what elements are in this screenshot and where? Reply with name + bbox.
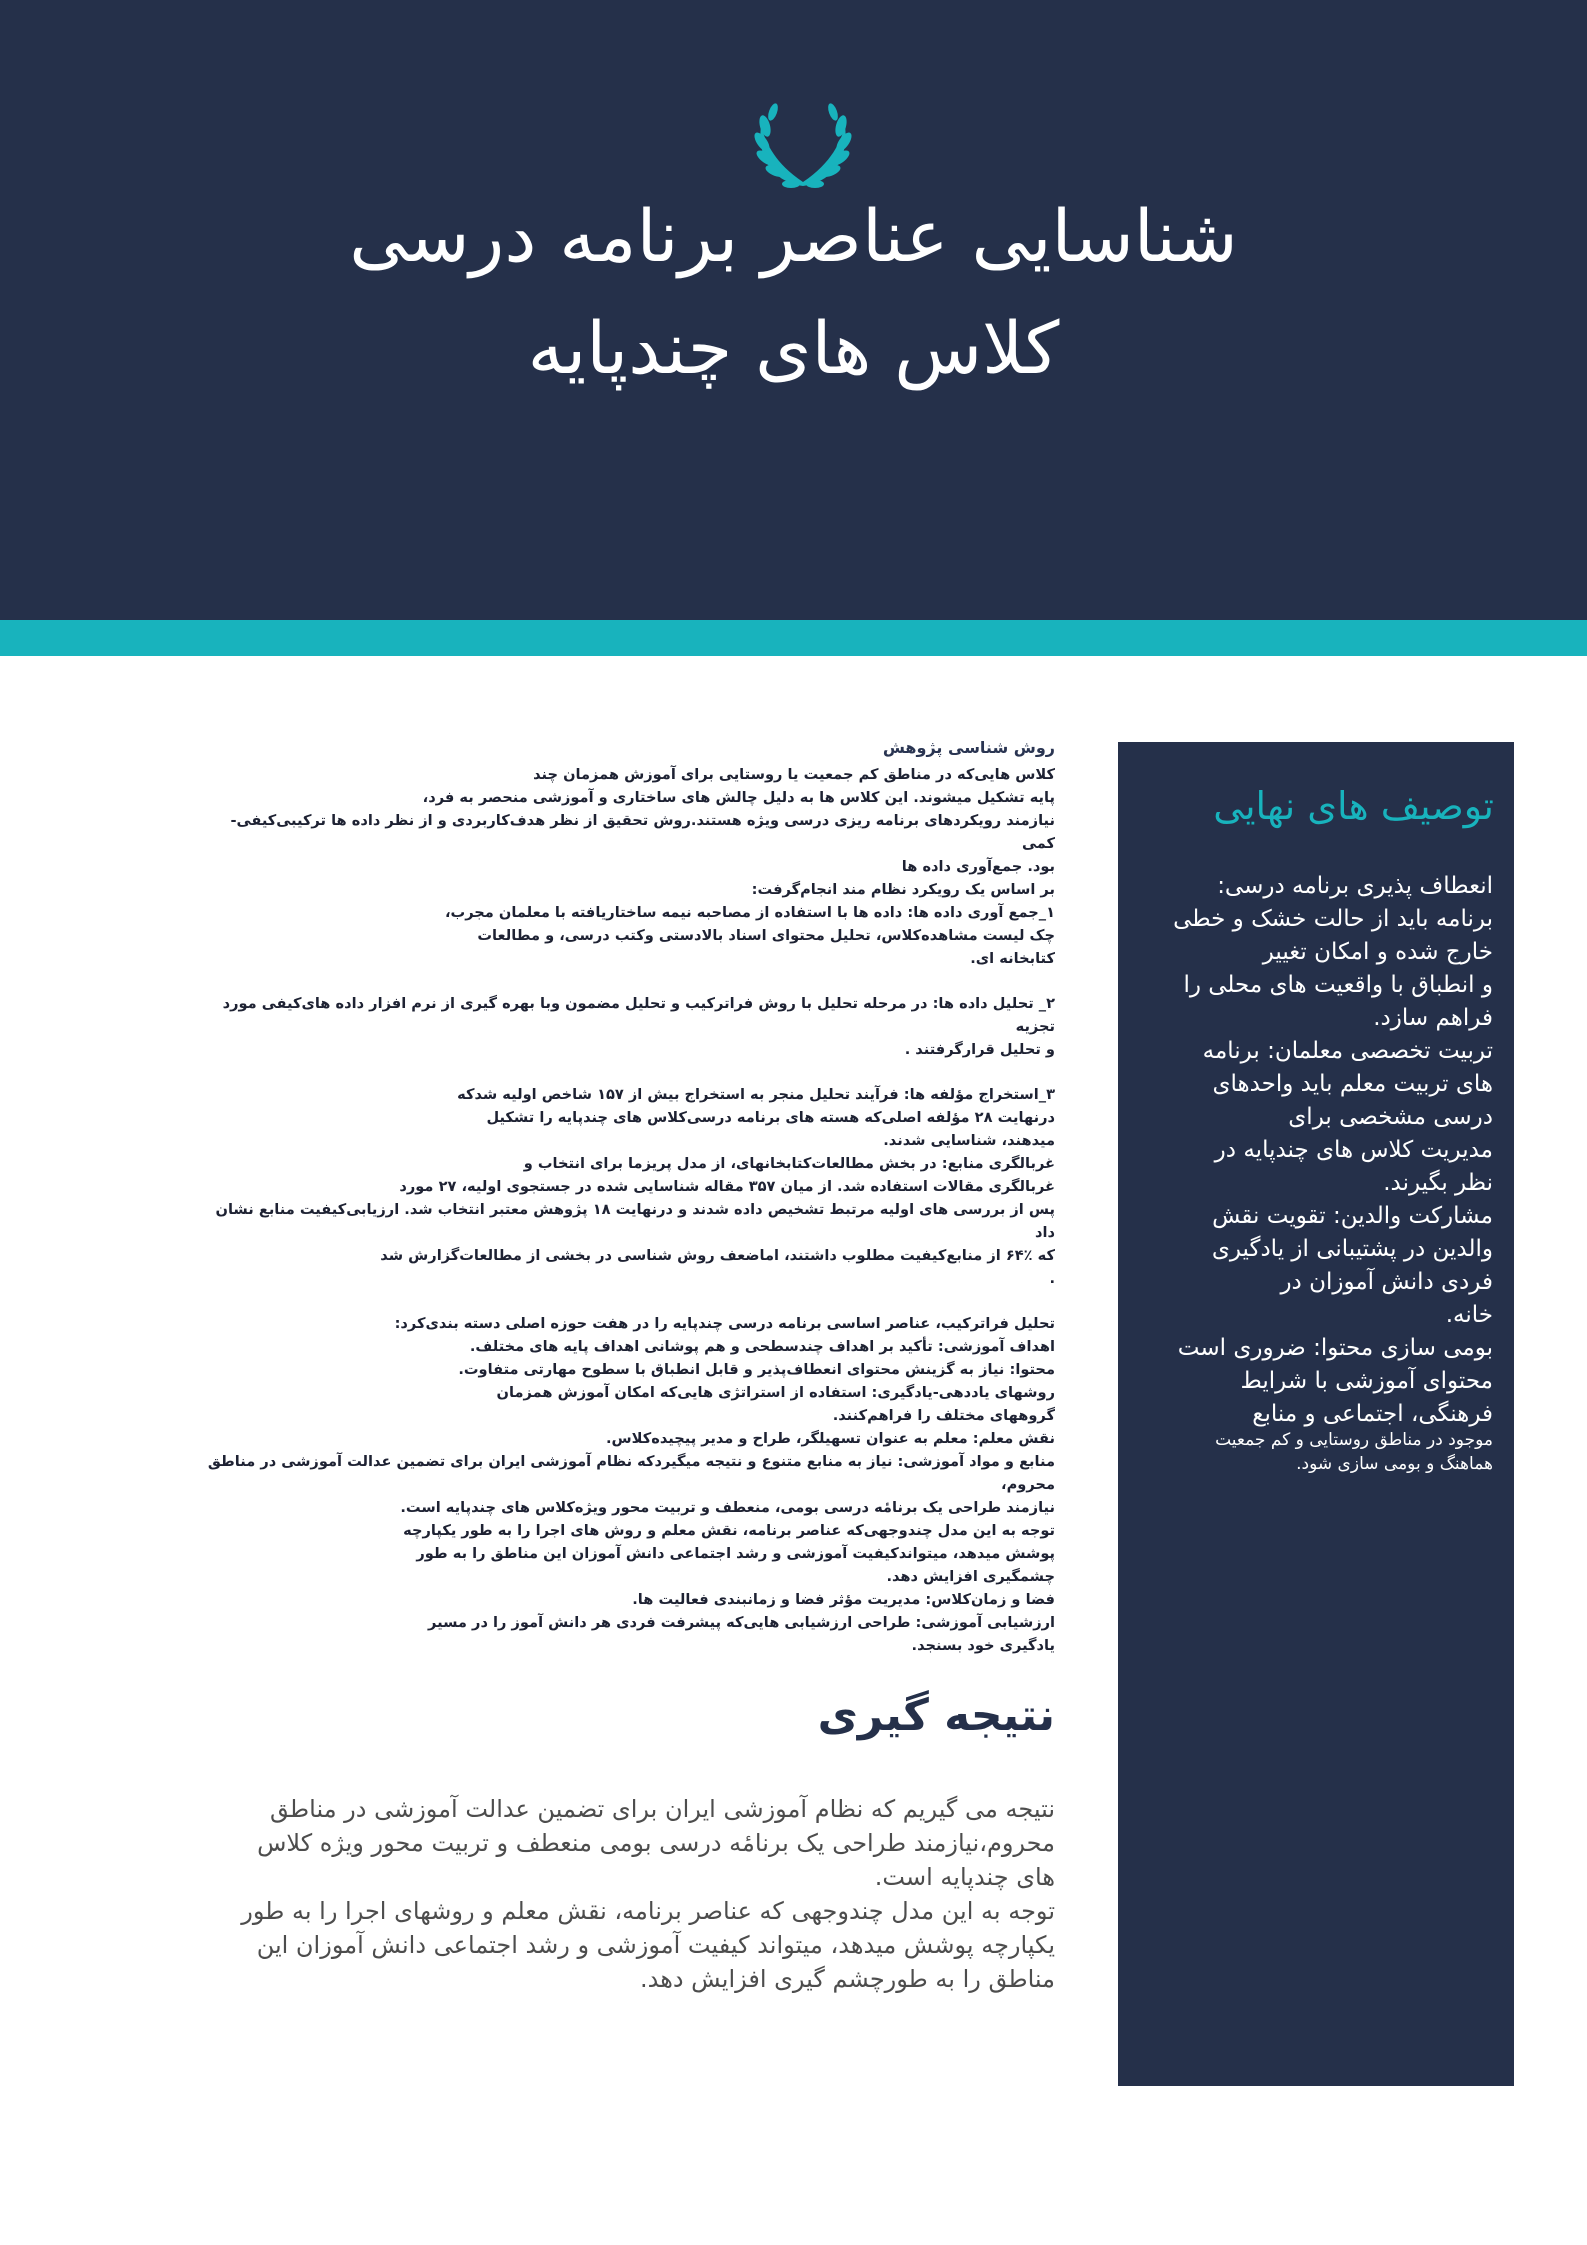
methodology-paragraph-1: کلاس هایی‌که در مناطق کم جمعیت یا روستایی برای آموزش همزمان چند پایه تشکیل میشوند. این کلاس ها به دلیل چالش های ساختاری و آموزشی منحصر به فرد، نیازمند رویکردهای برنامه ریزی درسی ویژه هستند.روش تحقیق از نظر هدف‌کاربردی و از نظر داده ها ترکیبی‌کیفی-کمی بود. جمع‌آوری داده ها بر اساس یک رویکرد نظام مند انجام‌گرفت: ۱_جمع آوری داده ها: داده ها با استفاده از مصاحبه نیمه ساختاریافته با معلمان مجرب، چک لیست مشاهده‌کلاس، تحلیل محتوای اسناد بالادستی و‌کتب درسی، و مطالعات کتابخانه ای.	[230, 766, 1055, 967]
methodology-heading: روش شناسی پژوهش	[882, 738, 1055, 757]
header-banner	[0, 0, 1587, 620]
conclusion-heading: نتیجه گیری	[817, 1690, 1055, 1741]
sidebar-title: توصیف های نهایی	[1213, 784, 1494, 828]
title-line-2: کلاس های چندپایه	[527, 306, 1060, 390]
conclusion-body: نتیجه می گیریم که نظام آموزشی ایران برای تضمین عدالت آموزشی در مناطق محروم،نیازمند طراحی یک برنامٔه درسی بومی منعطف و تربیت محور ویژه کلاس های چندپایه است. توجه به این مدل چندوجهی که عناصر برنامه، نقش معلم و روشهای اجرا را به طور یکپارچه پوشش میدهد، میتواند کیفیت آموزشی و رشد اجتماعی دانش آموزان این مناطق را به طورچشم گیری افزایش دهد.	[241, 1795, 1055, 1993]
final-descriptions-sidebar	[1118, 742, 1514, 2086]
methodology-paragraph-3: ۳_استخراج مؤلفه ها: فرآیند تحلیل منجر به استخراج بیش از ۱۵۷ شاخص اولیه شد‌که درنهایت ۲۸ مؤلفه اصلی‌که هسته های برنامه درسی‌کلاس های چندپایه را تشکیل میدهند، شناسایی شدند. غربالگری منابع: در بخش مطالعات‌کتابخانهای، از مدل پریزما برای انتخاب و غربالگری مقالات استفاده شد. از میان ۳۵۷ مقاله شناسایی شده در جستجوی اولیه، ۲۷ مورد پس از بررسی های اولیه مرتبط تشخیص داده شدند و درنهایت ۱۸ پژوهش معتبر انتخاب شد. ارزیابی‌کیفیت منابع نشان داد که ٪۶۴ از منابع‌کیفیت مطلوب داشتند، اماضعف روش شناسی در بخشی از مطالعات‌گزارش شد .	[215, 1086, 1055, 1287]
methodology-paragraph-2: ۲_ تحلیل داده ها: در مرحله تحلیل با روش فراترکیب و تحلیل مضمون وبا بهره گیری از نرم افزار داده های‌کیفی مورد تجزیه و تحلیل قرار‌گرفتند .	[222, 995, 1055, 1058]
page-title	[0, 180, 1587, 404]
methodology-paragraph-4: تحلیل فراترکیب، عناصر اساسی برنامه درسی چندپایه را در هفت حوزه اصلی دسته بندی‌کرد: اهداف آموزشی: تأکید بر اهداف چندسطحی و هم پوشانی اهداف پایه های مختلف. محتوا: نیاز به گزینش محتوای انعطاف‌پذیر و قابل انطباق با سطوح مهارتی متفاوت. روشهای یاددهی-یادگیری: استفاده از استراتژی هایی‌که امکان آموزش همزمان گروههای مختلف را فراهم‌کنند. نقش معلم: معلم به عنوان تسهیلگر، طراح و مدیر پیچیده‌کلاس. منابع و مواد آموزشی: نیاز به منابع متنوع و نتیجه میگیرد‌که نظام آموزشی ایران برای تضمین عدالت آموزشی در مناطق محروم، نیازمند طراحی یک برنامٔه درسی بومی، منعطف و تربیت محور ویژه‌کلاس های چندپایه است. توجه به این مدل چندوجهی‌که عناصر برنامه، نقش معلم و روش های اجرا را به طور یکپارچه پوشش میدهد، میتواند‌کیفیت آموزشی و رشد اجتماعی دانش آموزان این مناطق را به طور چشمگیری افزایش دهد. فضا و زمان‌کلاس: مدیریت مؤثر فضا و زمانبندی فعالیت ها. ارزشیابی آموزشی: طراحی ارزشیابی هایی‌که پیشرفت فردی هر دانش آموز را در مسیر یادگیری خود بسنجد.	[207, 1315, 1055, 1654]
title-line-1: شناسایی عناصر برنامه درسی	[349, 194, 1238, 278]
sidebar-body: انعطاف پذیری برنامه درسی: برنامه باید از حالت خشک و خطی خارج شده و امکان تغییر و انطباق با واقعیت های محلی را فراهم سازد. تربیت تخصصی معلمان: برنامه های تربیت معلم باید واحدهای درسی مشخصی برای مدیریت کلاس های چندپایه در نظر بگیرند. مشارکت والدین: تقویت نقش والدین در پشتیبانی از یادگیری فردی دانش آموزان در خانه. بومی سازی محتوا: ضروری است محتوای آموزشی با شرایط فرهنگی، اجتماعی و منابع	[1173, 873, 1493, 1427]
sidebar-note: موجود در مناطق روستایی و کم جمعیت هماهنگ و بومی سازی شود.	[1215, 1430, 1493, 1474]
accent-stripe	[0, 620, 1587, 656]
methodology-section	[200, 738, 1055, 1657]
